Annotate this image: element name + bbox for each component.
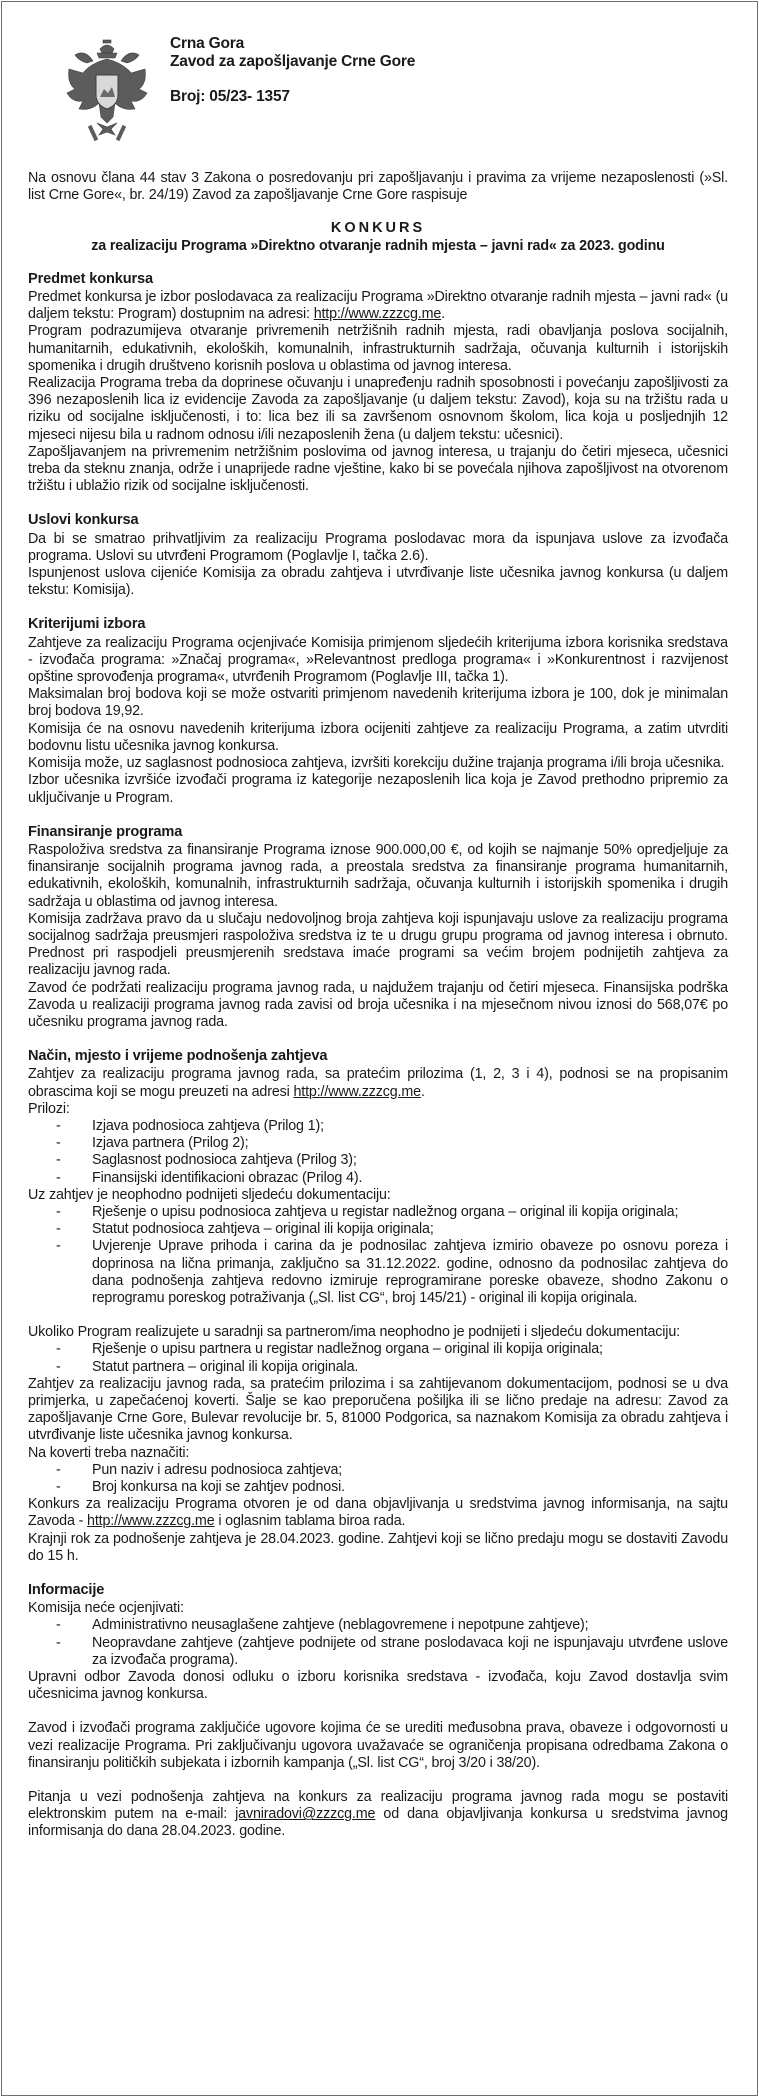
paragraph: Krajnji rok za podnošenje zahtjeva je 28.04.2023. godine. Zahtjevi koji se lično predaju mogu se dostaviti Zavodu do 15 h. — [28, 1530, 728, 1564]
section-predmet — [28, 271, 728, 496]
section-heading: Kriterijumi izbora — [28, 616, 146, 633]
list-item: - Saglasnost podnosioca zahtjeva (Prilog 3); — [28, 1152, 728, 1169]
list-item: - Uvjerenje Uprave prihoda i carina da je podnosilac zahtjeva izmirio obaveze po osnovu poreza i doprinosa na lična primanja, zaključno sa 31.12.2022. godine, odnosno da podnosilac zahtjeva do dana podnošenja zahtjeva redovno izmiruje reprogramirane poreske obaveze, shodno Zakonu o reprogramu poreskog potraživanja („Sl. list CG“, broj 145/21) - original ili kopija originala. — [28, 1238, 728, 1307]
section-uslovi — [28, 512, 728, 599]
header-country: Crna Gora — [170, 35, 244, 52]
header-document-number: Broj: 05/23- 1357 — [170, 88, 290, 105]
list-item: - Broj konkursa na koji se zahtjev podnosi. — [28, 1479, 728, 1496]
section-heading: Uslovi konkursa — [28, 512, 139, 529]
document-title: KONKURS — [330, 220, 426, 237]
section-heading: Informacije — [28, 1582, 105, 1599]
title-block — [28, 220, 728, 254]
section-nacin — [28, 1048, 728, 1565]
text: Pitanja u vezi podnošenja zahtjeva na konkurs za realizaciju programa javnog rada mogu se postaviti elektronskim putem na e-mail: — [28, 1789, 728, 1823]
email-link[interactable]: javniradovi@zzzcg.me — [235, 1806, 376, 1823]
list-item: - Izjava partnera (Prilog 2); — [28, 1135, 728, 1152]
text: i oglasnim tablama biroa rada. — [214, 1513, 406, 1530]
paragraph: Komisija zadržava pravo da u slučaju nedovoljnog broja zahtjeva koji ispunjavaju uslove za realizaciju programa socijalnog sadržaja preusmjeri raspoloživa sredstva iz te u drugu grupu programa od javnog interesa i obrnuto. Prednost pri raspodjeli preusmjerenih sredstava imaće programi sa većim brojem podnijetih zahtjeva za realizaciju javnog rada. — [28, 910, 728, 979]
website-link[interactable]: http://www.zzzcg.me — [293, 1083, 421, 1100]
paragraph: Realizacija Programa treba da doprinese očuvanju i unapređenju radnih sposobnosti i povećanju zapošljivosti za 396 nezaposlenih lica iz evidencije Zavoda za zapošljavanje (u daljem tekstu: Zavod), koja su na tržištu rada u riziku od socijalne isključenosti, i to: lica bez ili sa završenom osnovnom školom, lica koja u posljednjih 12 mjeseci nijesu bila u radnom odnosu i/ili nezaposlenih žena (u daljem tekstu: učesnici). — [28, 375, 728, 443]
paragraph: Zahtjeve za realizaciju Programa ocjenjivaće Komisija primjenom sljedećih kriterijuma izbora korisnika sredstava - izvođača programa: »Značaj programa«, »Relevantnost predloga programa« i »Konkurentnost i razvijenost opštine sprovođenja programa«, utvrđenih Programom (Poglavlje III, tačka 1). — [28, 634, 728, 686]
text: . — [441, 306, 445, 323]
documents-list — [28, 1204, 728, 1307]
list-item: - Finansijski identifikacioni obrazac (Prilog 4). — [28, 1170, 728, 1187]
list-item: - Rješenje o upisu partnera u registar nadležnog organa – original ili kopija originala; — [28, 1341, 728, 1358]
list-item: - Pun naziv i adresu podnosioca zahtjeva; — [28, 1462, 728, 1479]
section-finansiranje — [28, 824, 728, 1031]
section-heading: Finansiranje programa — [28, 823, 183, 840]
list-item: - Rješenje o upisu podnosioca zahtjeva u registar nadležnog organa – original ili kopija originala; — [28, 1204, 728, 1221]
paragraph: Zapošljavanjem na privremenim netržišnim poslovima od javnog interesa, u trajanju do četiri mjeseca, učesnici treba da steknu znanja, održe i unaprijede radne vještine, kako bi se povećala njihova zapošljivost na otvorenom tržištu i ublažio rizik od socijalne isključenosti. — [28, 443, 728, 495]
section-kriterijumi — [28, 616, 728, 806]
website-link[interactable]: http://www.zzzcg.me — [313, 306, 442, 323]
paragraph — [28, 1066, 728, 1100]
list-label: Prilozi: — [28, 1100, 70, 1117]
list-item: - Izjava podnosioca zahtjeva (Prilog 1); — [28, 1118, 728, 1135]
text: od dana objavljivanja konkursa u sredstvima javnog informisanja do dana 28.04.2023. godine. — [28, 1806, 728, 1840]
paragraph: Upravni odbor Zavoda donosi odluku o izboru korisnika sredstava - izvođača, koju Zavod dostavlja svim učesnicima javnog konkursa. — [28, 1669, 728, 1703]
list-item: - Statut podnosioca zahtjeva – original ili kopija originala; — [28, 1221, 728, 1238]
section-heading: Predmet konkursa — [28, 270, 153, 287]
list-item: - Administrativno neusaglašene zahtjeve (neblagovremene i nepotpune zahtjeve); — [28, 1617, 728, 1634]
list-label: Komisija neće ocjenjivati: — [28, 1600, 184, 1617]
list-label: Ukoliko Program realizujete u saradnji sa partnerom/ima neophodno je podnijeti i sljedeću dokumentaciju: — [28, 1324, 680, 1341]
paragraph: Program podrazumijeva otvaranje privremenih netržišnih radnih mjesta, radi obavljanja poslova socijalnih, humanitarnih, edukativnih, ekoloških, komunalnih, infrastrukturnih sadržaja, očuvanja kulturnih i istorijskih spomenika i drugih društveno korisnih poslova u oblastima od javnog interesa. — [28, 323, 728, 374]
attachments-list — [28, 1118, 728, 1187]
section-informacije — [28, 1582, 728, 1841]
montenegro-coat-of-arms-icon — [63, 39, 151, 143]
paragraph: Ispunjenost uslova cijeniće Komisija za obradu zahtjeva i utvrđivanje liste učesnika javnog konkursa (u daljem tekstu: Komisija). — [28, 565, 728, 599]
paragraph: Zavod i izvođači programa zaključiće ugovore kojima će se urediti međusobna prava, obaveze i odgovornosti u vezi realizacije Programa. Pri zaključivanju ugovora uvažavaće se ograničenja propisana odredbama Zakona o finansiranju političkih subjekata i izbornih kampanja („Sl. list CG“, broj 3/20 i 38/20). — [28, 1720, 728, 1771]
excluded-requests-list — [28, 1617, 728, 1669]
paragraph — [28, 1789, 728, 1841]
paragraph — [28, 1496, 728, 1530]
paragraph: Zahtjev za realizaciju javnog rada, sa pratećim prilozima i sa zahtijevanom dokumentacijom, podnosi se u dva primjerka, u zapečaćenoj koverti. Šalje se kao preporučena pošiljka ili se lično predaje na adresu: Zavod za zapošljavanje Crne Gore, Bulevar revolucije br. 5, 81000 Podgorica, sa naznakom Komisija za obradu zahtjeva i utvrđivanje liste učesnika javnog konkursa. — [28, 1375, 728, 1444]
list-label: Na koverti treba naznačiti: — [28, 1444, 190, 1461]
header-institution: Zavod za zapošljavanje Crne Gore — [170, 53, 416, 70]
paragraph: Raspoloživa sredstva za finansiranje Programa iznose 900.000,00 €, od kojih se najmanje 50% opredjeljuje za finansiranje socijalnih programa javnog rada, a preostala sredstva za finansiranje programa humanitarnih, edukativnih, ekoloških, komunalnih, infrastrukturnih sadržaja, očuvanja kulturnih i istorijskih spomenika i drugih sadržaja u oblastima od javnog interesa. — [28, 841, 728, 910]
envelope-list — [28, 1462, 728, 1496]
paragraph: Komisija može, uz saglasnost podnosioca zahtjeva, izvršiti korekciju dužine trajanja programa i/ili broja učesnika. — [28, 755, 725, 772]
section-heading: Način, mjesto i vrijeme podnošenja zahtjeva — [28, 1048, 328, 1065]
paragraph — [28, 289, 728, 323]
website-link[interactable]: http://www.zzzcg.me — [87, 1513, 215, 1530]
paragraph: Maksimalan broj bodova koji se može ostvariti primjenom navedenih kriterijuma izbora je 100, dok je minimalan broj bodova 19,92. — [28, 686, 728, 720]
text: Konkurs za realizaciju Programa otvoren je od dana objavljivanja u sredstvima javnog informisanja, na sajtu Zavoda - — [28, 1496, 728, 1530]
intro-paragraph: Na osnovu člana 44 stav 3 Zakona o posredovanju pri zapošljavanju i pravima za vrijeme nezaposlenosti (»Sl. list Crne Gore«, br. 24/19) Zavod za zapošljavanje Crne Gore raspisuje — [28, 170, 728, 204]
text: . — [420, 1083, 425, 1100]
paragraph: Komisija će na osnovu navedenih kriterijuma izbora ocijeniti zahtjeve za realizaciju Programa, a zatim utvrditi bodovnu listu učesnika javnog konkursa. — [28, 720, 728, 754]
document-subtitle: za realizaciju Programa »Direktno otvaranje radnih mjesta – javni rad« za 2023. godinu — [91, 237, 665, 254]
list-item: - Neopravdane zahtjeve (zahtjeve podnijete od strane poslodavaca koji ne ispunjavaju utvrđene uslove za izvođača programa). — [28, 1635, 728, 1669]
list-item: - Statut partnera – original ili kopija originala. — [28, 1359, 728, 1376]
paragraph: Izbor učesnika izvršiće izvođači programa iz kategorije nezaposlenih lica koja je Zavod prethodno pripremio za uključivanje u Program. — [28, 772, 728, 806]
paragraph: Da bi se smatrao prihvatljivim za realizaciju Programa poslodavac mora da ispunjava uslove za izvođača programa. Uslovi su utvrđeni Programom (Poglavlje I, tačka 2.6). — [28, 530, 728, 564]
paragraph: Zavod će podržati realizaciju programa javnog rada, u najdužem trajanju od četiri mjeseca. Finansijska podrška Zavoda u realizaciji programa javnog rada zavisi od broja učesnika i na mjesečnom nivou iznosi do 568,07€ po učesniku programa javnog rada. — [28, 979, 728, 1030]
list-label: Uz zahtjev je neophodno podnijeti sljedeću dokumentaciju: — [28, 1186, 391, 1203]
text: Predmet konkursa je izbor poslodavaca za realizaciju Programa »Direktno otvaranje radnih mjesta – javni rad« (u daljem tekstu: Program) dostupnim na adresi: — [28, 289, 728, 323]
document-body — [28, 170, 728, 1858]
text: Zahtjev za realizaciju programa javnog rada, sa pratećim prilozima (1, 2, 3 i 4), podnosi se na propisanim obrascima koji se mogu preuzeti na adresi — [28, 1066, 728, 1100]
partner-documents-list — [28, 1341, 728, 1375]
